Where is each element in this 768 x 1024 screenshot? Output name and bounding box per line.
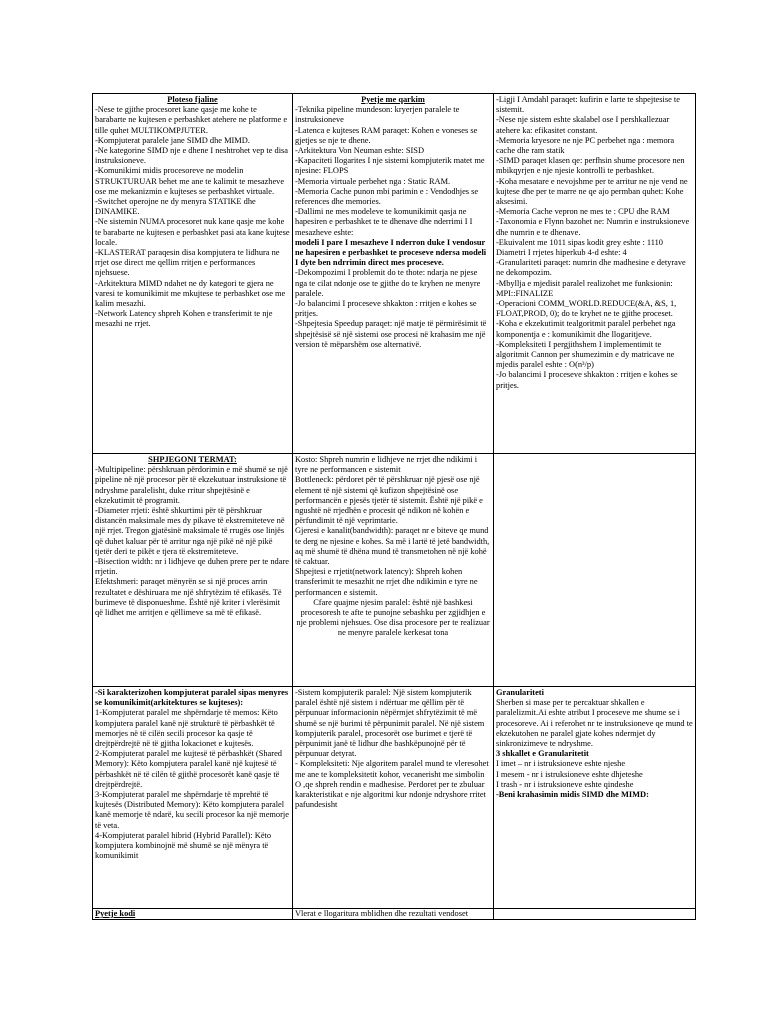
text-line: -Arkitektura Von Neuman eshte: SISD xyxy=(295,146,425,156)
text-line: -Memoria virtuale perbehet nga : Static RAM. xyxy=(295,176,451,186)
text-line: modeli I pare I mesazheve I nderron duke I vendosur ne hapesiren e perbashket te proceseve ndersa modeli I dyte ben ndrrimin direct mes proceseve. xyxy=(295,237,487,268)
text-line: -Ne kategorine SIMD nje e dhene I neshtrohet vep te disa instruksioneve. xyxy=(95,146,289,166)
text-line: Bottleneck: përdoret për të përshkruar një pjesë ose një element të një sistemi që kufizon shpejtësinë ose performancën e pjesës tjetër të sistemit. Është një pikë e ngushtë në rrjedhën e procesit që ndikon në kohën e përfundimit të një veprimtarie. xyxy=(295,475,483,526)
text-line: -Arkitektura MIMD ndahet ne dy kategori te gjera ne varesi te komunikimit me mkujtese te perbashket ose me kalim mesazhi. xyxy=(95,278,286,309)
text-line: -SIMD paraqet klasen qe: perfhsin shume procesore nen mbikqyrjen e nje njesie kontrolli te perbashket. xyxy=(496,156,685,176)
text-line: -Jo balancimi I proceseve shkakton : rritjen e kohes se pritjes. xyxy=(295,299,477,319)
text-line: -Network Latency shpreh Kohen e transferimit te nje mesazhi ne rrjet. xyxy=(95,309,273,329)
section-title: Ploteso fjaline xyxy=(167,95,218,104)
section-title: Granulariteti xyxy=(496,688,544,697)
text-line: 2-Kompjuterat paralel me kujtesë të përbashkët (Shared Memory): Këto kompjutera paralel kanë një kujtesë të përbashkët në të cilën të gjithë procesorët kanë qasje të drejtpërdrejtë. xyxy=(95,749,282,789)
text-line: -Taxonomia e Flynn bazohet ne: Numrin e instruksioneve dhe numrin e te dhenave. xyxy=(496,217,690,237)
section-title: Pyetje kodi xyxy=(95,909,136,918)
text-line: -Jo balancimi I proceseve shkakton : rritjen e kohes se pritjes. xyxy=(496,370,678,390)
text-line: 1-Kompjuterat paralel me shpërndarje të memos: Këto kompjutera paralel kanë një strukturë të përbashkët të memorjes në të cilën secili procesor ka qasje të drejtpërdrejtë në të gjitha lokacionet e kujtesës. xyxy=(95,708,278,749)
cell-empty xyxy=(494,909,696,920)
text-line: -Mbyllja e mjedisit paralel realizohet me funksionin: MPI::FINALIZE xyxy=(496,278,673,298)
text-line: -Bisection width: nr i lidhjeve qe duhen prere per te ndare rrjetin. xyxy=(95,557,289,577)
cell-pyetje-me-qarkim xyxy=(293,94,494,454)
text-line: Efektshmeri: paraqet mënyrën se si një proces arrin rezultatet e dëshiruara me një shfrytëzim të efikasës. Të burimeve të disponueshme. Është një kriter i vlerësimit që lidhet me arritjen e qëllimeve sa më të efikasë. xyxy=(95,577,282,618)
text-line: I imet – nr i istruksioneve eshte njeshe xyxy=(496,759,626,769)
cell-empty xyxy=(494,454,696,687)
text-line: -Switchet operojne ne dy menyra STATIKE dhe DINAMIKE. xyxy=(95,197,256,217)
text-line: -Dallimi ne mes modeleve te komunikimit qasja ne hapesiren e perbashket te te dhenave dhe nderrimi I I mesazheve eshte: xyxy=(295,207,473,237)
cell-pyetje-vazhdim xyxy=(494,94,696,454)
text-line: 3-Kompjuterat paralel me shpërndarje të mprehtë të kujtesës (Distributed Memory): Këto kompjutera paralel kanë memorje të ndarë, ku secili procesor ka një memorje të veta. xyxy=(95,790,289,830)
text-line: -Kompjuterat paralele jane SIMD dhe MIMD. xyxy=(95,135,250,145)
text-line: -Koha e ekzekutimit tealgoritmit paralel perbehet nga komponentja e : komunikimit dhe llogaritjeve. xyxy=(496,319,676,339)
text-line: -Ne sistemin NUMA procesoret nuk kane qasje me kohe te barabarte ne kujtesen e perbashket pasi ata kane kujtese locale. xyxy=(95,217,290,247)
cell-ploteso-fjaline xyxy=(93,94,293,454)
cell-kodi-vazhdim xyxy=(293,909,494,920)
text-line: -Shpejtesia Speedup paraqet: një matje të përmirësimit të shpejtësisë së një sistemi ose procesi në krahasim me një version të mëparshëm ose alternativë. xyxy=(295,319,487,349)
text-line: -Beni krahasimin midis SIMD dhe MIMD: xyxy=(496,790,649,800)
cell-sistem-kompjuterik xyxy=(293,687,494,909)
text-line: -Si karakterizohen kompjuterat paralel sipas menyres se komunikimit(arkitektures se kujteses): xyxy=(95,688,289,708)
text-line: Cfare quajme njesim paralel: është një bashkesi procesoresh te afte te punojne sebashku per zgjidhjen e nje problemi njehsues. Ose disa procesore per te realizuar ne menyre paralele kerkesat tona xyxy=(296,597,490,638)
section-title: SHPJEGONI TERMAT: xyxy=(148,455,237,464)
text-line: -Nese te gjithe procesoret kane qasje me kohe te barabarte ne kujtesen e perbashket atehere ne platforme e tille quhet MULTIKOMPJUTER. xyxy=(95,105,288,135)
text-line: -Multipipeline: përshkruan përdorimin e më shumë se një pipeline në një procesor për të ekzekutuar instruksione të ndryshme paralelisht, duke rritur shpejtësinë e ekzekutimit të programit. xyxy=(95,465,288,505)
text-line: Kosto: Shpreh numrin e lidhjeve ne rrjet dhe ndikimi i tyre ne performancen e sistemit xyxy=(295,455,478,475)
document-page xyxy=(92,93,693,920)
exam-table xyxy=(92,93,696,920)
text-line: -Kompleksiteti I pergjithshem I implementimit te algoritmit Cannon per shumezimin e dy matricave ne mjedis paralel eshte : O(n³/p) xyxy=(496,339,675,370)
text-line: -Memoria Cache punon mbi parimin e : Vendodhjes se references dhe memories. xyxy=(295,186,479,207)
text-line: -Operacioni COMM_WORLD.REDUCE(&A, &S, 1, FLOAT,PROD, 0); do te kryhet ne te gjithe proceset. xyxy=(496,299,677,319)
text-line: -Koha mesatare e nevojshme per te arritur ne nje vend ne kujtese dhe per te marre ne qe ajo permban quhet: Kohe aksesimi. xyxy=(496,176,688,207)
text-line: -KLASTERAT paraqesin disa kompjutera te lidhura ne rrjet ose direct me qellim rritjen e performances njehsuese. xyxy=(95,248,280,278)
text-line: I trash - nr i istruksioneve eshte qindeshe xyxy=(496,779,634,789)
text-line: -Teknika pipeline mundeson: kryerjen paralele te instruksioneve xyxy=(295,105,460,125)
text-line: 4-Kompjuterat paralel hibrid (Hybrid Parallel): Këto kompjutera kombinojnë më shumë se një mënyra të komunikimit xyxy=(95,830,272,861)
text-line: -Memoria Cache vepron ne mes te : CPU dhe RAM xyxy=(496,207,670,217)
text-line: -Dekompozimi I problemit do te thote: ndarja ne pjese nga te cilat ndonje ose te gjithe do te kryhen ne menyre paralele. xyxy=(295,268,481,298)
cell-termat-vazhdim xyxy=(293,454,494,687)
text-line: -Komunikimi midis procesoreve ne modelin STRUKTURUAR behet me ane te kalimit te mesazheve ose me mekanizmin e kujteses se perbashket virtuale. xyxy=(95,166,285,196)
text-line: - Kompleksiteti: Nje algoritem paralel mund te vleresohet me ane te kompleksitetit kohor, vecanerisht me simbolin O ,qe shpreh rendin e madhesise. Perdoret per te zbuluar karakteristikat e nje algoritmi kur ndonje ndryshore rritet pafundesisht xyxy=(295,759,489,810)
text-line: -Granulariteti paraqet: numrin dhe madhesine e detyrave ne dekompozim. xyxy=(496,258,686,278)
text-line: 3 shkallet e Granularitetit xyxy=(496,749,589,759)
cell-shpjegoni-termat xyxy=(93,454,293,687)
text-line: Gjeresi e kanalit(bandwidth): paraqet nr e biteve qe mund te derg ne njesine e kohes. Sa më i lartë të jetë bandwidth, aq më shumë të dhëna mund të transmetohen në një kohë të caktuar. xyxy=(295,526,490,567)
text-line: -Ligji I Amdahl paraqet: kufirin e larte te shpejtesise te sistemit. xyxy=(496,95,680,115)
cell-kompjuterat-paralel xyxy=(93,687,293,909)
text-line: -Diameter rrjeti: është shkurtimi për të përshkruar distancën maksimale mes dy pikave të ekstremiteteve në një rrjet. Tregon gjatësinë maksimale të rrugës ose linjës që duhet kaluar për të arritur nga një pikë në një pikë tjetër deri te pikët e tjera të ekstremiteteve. xyxy=(95,506,285,556)
text-line: -Sistem kompjuterik paralel: Një sistem kompjuterik paralel është një sistem i ndërtuar me qëllim për të përpunuar informacionin nëpërmjet shfrytëzimit të më shumë se një burimi të përpunimit paralel. Në një sistem kompjuterik paralel, procesorët ose burimet e tjerë të përpunimit janë të lidhur dhe bashkëpunojnë për të përpunuar detyrat. xyxy=(295,688,485,759)
cell-granulariteti xyxy=(494,687,696,909)
text-line: -Nese nje sistem eshte skalabel ose I pershkallezuar atehere ka: efikasitet constant. xyxy=(496,115,670,135)
text-line: Sherben si mase per te percaktuar shkallen e paralelizmit.Ai eshte atribut I proceseve me shume se i procesoreve. Ai i referohet nr te instruksioneve qe mund te ekzekutohen ne paralel gjate kohes ndermjet dy sinkronizimeve te ndryshme. xyxy=(496,698,693,749)
cell-pyetje-kodi xyxy=(93,909,293,920)
text-line: Vlerat e llogaritura mblidhen dhe rezultati vendoset xyxy=(295,909,469,918)
text-line: Diametri I rrjetes hiperkub 4-d eshte: 4 xyxy=(496,248,627,258)
text-line: -Ekuivalent me 1011 sipas kodit grey eshte : 1110 xyxy=(496,237,663,247)
text-line: -Kapaciteti llogarites I nje sistemi kompjuterik matet me njesine: FLOPS xyxy=(295,156,485,176)
text-line: -Memoria kryesore ne nje PC perbehet nga : memora cache dhe ram statik xyxy=(496,135,675,156)
text-line: I mesem - nr i istruksioneve eshte dhjeteshe xyxy=(496,769,643,779)
text-line: Shpejtesi e rrjetit(network latency): Shpreh kohen transferimit te mesazhit ne rrjet dhe ndikimin e tyre ne performancen e sistemit. xyxy=(295,567,478,597)
text-line: -Latenca e kujteses RAM paraqet: Kohen e voneses se gjetjes se nje te dhene. xyxy=(295,125,478,145)
section-title: Pyetje me qarkim xyxy=(361,95,425,104)
